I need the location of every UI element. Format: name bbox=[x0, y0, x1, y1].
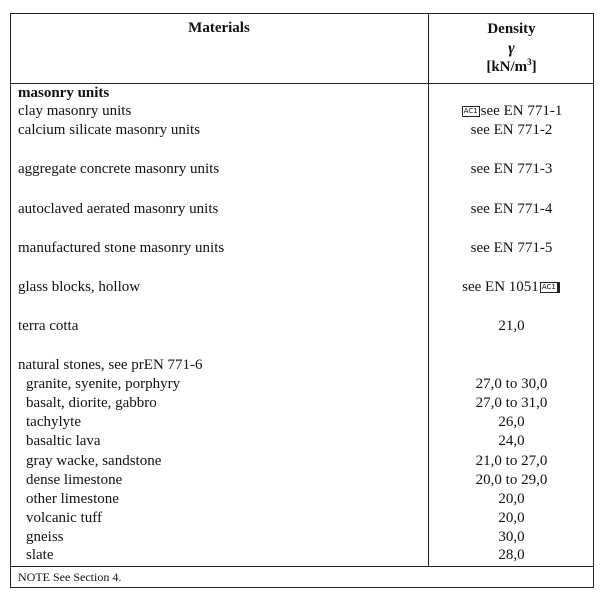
density-title: Density bbox=[487, 21, 536, 37]
density-header bbox=[429, 20, 594, 77]
row-label: clay masonry units bbox=[18, 103, 132, 119]
row-label: volcanic tuff bbox=[26, 510, 102, 526]
row-label: basaltic lava bbox=[26, 433, 101, 449]
row-value: 27,0 to 31,0 bbox=[475, 395, 548, 411]
row-value: 20,0 bbox=[498, 491, 525, 507]
table-row bbox=[18, 433, 594, 453]
row-label: autoclaved aerated masonry units bbox=[18, 201, 219, 217]
row-label: tachylyte bbox=[26, 414, 81, 430]
table-note: NOTE See Section 4. bbox=[18, 570, 122, 584]
unit-prefix: [kN/m bbox=[486, 59, 528, 75]
row-label: slate bbox=[26, 547, 54, 563]
table-row bbox=[18, 376, 594, 396]
table-row bbox=[18, 357, 594, 377]
row-label: natural stones, see prEN 771-6 bbox=[18, 357, 203, 373]
table-row bbox=[18, 472, 594, 492]
row-value: 30,0 bbox=[498, 529, 525, 545]
table-row bbox=[18, 395, 594, 415]
table-row bbox=[18, 510, 594, 530]
row-label: gneiss bbox=[26, 529, 64, 545]
density-unit bbox=[429, 58, 594, 77]
table-row bbox=[18, 414, 594, 434]
row-value: see EN 771-3 bbox=[470, 161, 553, 177]
row-value bbox=[429, 103, 594, 120]
row-value-text: see EN 1051 bbox=[462, 279, 539, 295]
table-row bbox=[18, 103, 594, 123]
row-label: terra cotta bbox=[18, 318, 79, 334]
row-label: granite, syenite, porphyry bbox=[26, 376, 181, 392]
table-row bbox=[18, 240, 594, 260]
table-row bbox=[18, 122, 594, 142]
table-row bbox=[18, 453, 594, 473]
table-row bbox=[18, 201, 594, 221]
row-label: basalt, diorite, gabbro bbox=[26, 395, 157, 411]
ac-end-marker: AC1 bbox=[540, 282, 560, 293]
row-label: dense limestone bbox=[26, 472, 123, 488]
row-label: manufactured stone masonry units bbox=[18, 240, 225, 256]
row-value: 27,0 to 30,0 bbox=[475, 376, 548, 392]
row-value: 26,0 bbox=[498, 414, 525, 430]
ac-start-marker: AC1 bbox=[463, 107, 478, 115]
table-row bbox=[18, 491, 594, 511]
table-row bbox=[18, 279, 594, 299]
header-divider bbox=[10, 83, 594, 84]
row-value: 24,0 bbox=[498, 433, 525, 449]
row-value: 21,0 bbox=[498, 318, 525, 334]
unit-exponent: 3 bbox=[527, 57, 532, 67]
row-value: 28,0 bbox=[498, 547, 525, 563]
row-label: aggregate concrete masonry units bbox=[18, 161, 220, 177]
row-label: gray wacke, sandstone bbox=[26, 453, 162, 469]
table-row bbox=[18, 85, 594, 105]
unit-suffix: ] bbox=[531, 59, 537, 75]
row-value-text: see EN 771-1 bbox=[480, 103, 563, 119]
row-value: see EN 771-2 bbox=[470, 122, 553, 138]
row-label: glass blocks, hollow bbox=[18, 279, 141, 295]
table-row bbox=[18, 547, 594, 567]
row-value: see EN 771-4 bbox=[470, 201, 553, 217]
materials-header: Materials bbox=[188, 20, 250, 36]
row-label: other limestone bbox=[26, 491, 119, 507]
gamma-symbol: γ bbox=[508, 40, 515, 57]
row-value: 20,0 bbox=[498, 510, 525, 526]
row-label: calcium silicate masonry units bbox=[18, 122, 201, 138]
table-row bbox=[18, 529, 594, 549]
table-row bbox=[18, 161, 594, 181]
row-label: masonry units bbox=[18, 85, 110, 101]
row-value: see EN 771-5 bbox=[470, 240, 553, 256]
row-value: 21,0 to 27,0 bbox=[475, 453, 548, 469]
table-row bbox=[18, 318, 594, 338]
row-value bbox=[429, 279, 594, 296]
row-value: 20,0 to 29,0 bbox=[475, 472, 548, 488]
